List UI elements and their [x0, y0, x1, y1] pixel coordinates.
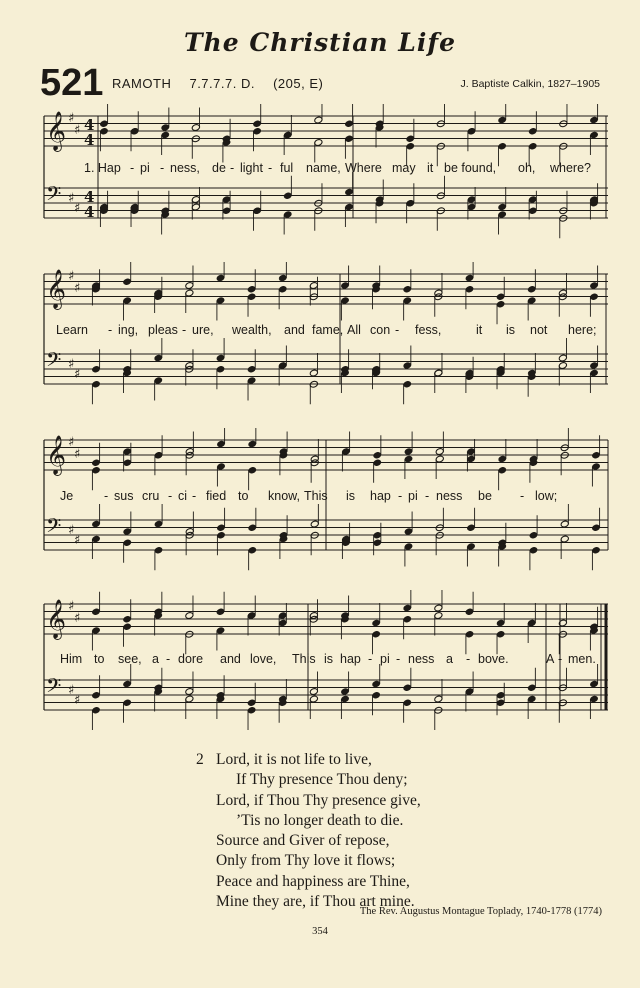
verse-line: Mine they are, if Thou art mine.: [216, 893, 415, 911]
verse-line: Lord, it is not life to live,: [216, 751, 372, 768]
bass-clef-icon: 𝄢: [46, 674, 62, 702]
lyric-syllable: -: [166, 652, 171, 666]
tune-reference: (205, E): [273, 76, 324, 91]
key-signature-icon: ♯: [68, 683, 75, 698]
lyric-syllable: low;: [535, 489, 558, 503]
page-number: 354: [312, 926, 328, 937]
key-signature-icon: ♯: [68, 435, 75, 450]
lyric-syllable: -: [425, 489, 430, 503]
key-signature-icon: ♯: [74, 611, 81, 626]
lyric-syllable: Him: [60, 652, 83, 666]
bass-staff: [44, 182, 608, 221]
verse-line: If Thy presence Thou deny;: [236, 771, 408, 789]
lyric-syllable: ness,: [170, 161, 200, 175]
bass-clef-icon: 𝄢: [46, 514, 62, 542]
time-signature-bottom: 4: [84, 131, 95, 149]
verse-line: Lord, if Thou Thy presence give,: [216, 791, 421, 809]
lyric-syllable: -: [160, 161, 165, 175]
lyric-syllable: love,: [250, 652, 277, 666]
lyric-syllable: -: [104, 489, 109, 503]
lyric-syllable: ci: [178, 489, 188, 503]
lyric-syllable: sus: [114, 489, 134, 503]
bass-clef-icon: 𝄢: [46, 182, 62, 210]
lyric-syllable: it: [427, 161, 434, 175]
time-signature-top: 4: [84, 116, 95, 134]
lyric-syllable: pleas: [148, 323, 178, 337]
verse-line: Source and Giver of repose,: [216, 832, 390, 850]
lyric-syllable: ure,: [192, 323, 214, 337]
lyric-syllable: de: [212, 161, 226, 175]
key-signature-icon: ♯: [74, 533, 81, 548]
lyric-syllable: ness: [436, 489, 463, 503]
lyric-syllable: -: [466, 652, 471, 666]
treble-clef-icon: 𝄞: [46, 111, 67, 151]
lyric-syllable: -: [230, 161, 235, 175]
key-signature-icon: ♯: [68, 523, 75, 538]
lyric-syllable: Learn: [56, 323, 88, 337]
lyric-syllable: and: [220, 652, 241, 666]
key-signature-icon: ♯: [68, 111, 75, 126]
lyric-syllable: is: [346, 489, 356, 503]
lyric-syllable: hap: [370, 489, 391, 503]
lyric-syllable: fame,: [312, 323, 344, 337]
lyric-syllable: ness: [408, 652, 435, 666]
lyric-syllable: oh,: [518, 161, 536, 175]
lyric-syllable: -: [520, 489, 525, 503]
lyric-syllable: -: [398, 489, 403, 503]
music-system-3: [40, 428, 612, 578]
bass-clef-icon: 𝄢: [46, 348, 62, 376]
treble-clef-icon: 𝄞: [46, 435, 67, 475]
treble-clef-icon: 𝄞: [46, 269, 67, 309]
time-signature-top: 4: [84, 188, 95, 206]
time-signature-bottom: 4: [84, 203, 95, 221]
lyric-syllable: This: [304, 489, 328, 503]
lyric-syllable: pi: [408, 489, 418, 503]
lyric-syllable: know,: [268, 489, 300, 503]
lyric-syllable: to: [94, 652, 105, 666]
lyric-syllable: A: [546, 652, 555, 666]
key-signature-icon: ♯: [74, 123, 81, 138]
lyric-syllable: -: [182, 323, 187, 337]
lyric-syllable: fess,: [415, 323, 442, 337]
lyric-syllable: light: [240, 161, 263, 175]
lyric-syllable: -: [168, 489, 173, 503]
lyric-syllable: a: [446, 652, 453, 666]
tune-info: [112, 76, 337, 91]
lyric-syllable: ing,: [118, 323, 139, 337]
verse-2: [196, 750, 421, 912]
verse-number: 2: [196, 751, 204, 768]
lyric-syllable: -: [268, 161, 273, 175]
key-signature-icon: ♯: [74, 693, 81, 708]
lyric-syllable: bove.: [478, 652, 509, 666]
lyric-syllable: name,: [306, 161, 341, 175]
lyric-syllable: -: [395, 323, 400, 337]
lyric-syllable: men.: [568, 652, 596, 666]
lyric-syllable: is: [506, 323, 516, 337]
lyric-syllable: pi: [140, 161, 150, 175]
lyric-syllable: here;: [568, 323, 597, 337]
treble-clef-icon: 𝄞: [46, 599, 67, 639]
lyric-syllable: where?: [550, 161, 591, 175]
lyric-syllable: be found,: [444, 161, 497, 175]
lyric-syllable: a: [152, 652, 159, 666]
lyric-syllable: it: [476, 323, 483, 337]
verse-line: ’Tis no longer death to die.: [236, 811, 404, 829]
lyric-syllable: hap: [340, 652, 361, 666]
lyric-syllable: dore: [178, 652, 204, 666]
lyric-syllable: 1. Hap: [84, 161, 121, 175]
tune-name: RAMOTH: [112, 76, 172, 91]
lyric-syllable: -: [396, 652, 401, 666]
lyric-syllable: wealth,: [232, 323, 272, 337]
hymn-number: 521: [40, 62, 104, 104]
lyric-syllable: con: [370, 323, 391, 337]
key-signature-icon: ♯: [74, 281, 81, 296]
lyric-syllable: All: [347, 323, 361, 337]
lyric-syllable: -: [130, 161, 135, 175]
lyric-syllable: to: [238, 489, 249, 503]
music-system-2: [40, 262, 612, 412]
lyric-syllable: This: [292, 652, 316, 666]
treble-staff: [44, 111, 608, 152]
lyric-syllable: be: [478, 489, 492, 503]
lyric-syllable: -: [108, 323, 113, 337]
author-credit: The Rev. Augustus Montague Toplady, 1740-1778 (1774): [359, 906, 602, 917]
verse-line: Only from Thy love it flows;: [216, 852, 396, 870]
key-signature-icon: ♯: [68, 599, 75, 614]
lyric-syllable: -: [368, 652, 373, 666]
lyric-syllable: may: [392, 161, 416, 175]
lyric-syllable: is: [324, 652, 334, 666]
lyric-syllable: Je: [60, 489, 74, 503]
key-signature-icon: ♯: [68, 191, 75, 206]
key-signature-icon: ♯: [68, 357, 75, 372]
lyric-syllable: see,: [118, 652, 142, 666]
key-signature-icon: ♯: [74, 447, 81, 462]
key-signature-icon: ♯: [68, 269, 75, 284]
verse-line: Peace and happiness are Thine,: [216, 872, 410, 890]
page-title: The Christian Life: [183, 28, 457, 57]
treble-staff: [44, 269, 608, 310]
lyric-syllable: not: [530, 323, 548, 337]
key-signature-icon: ♯: [74, 367, 81, 382]
lyric-syllable: -: [192, 489, 197, 503]
lyric-syllable: pi: [380, 652, 390, 666]
lyric-syllable: Where: [345, 161, 382, 175]
lyric-syllable: cru: [142, 489, 160, 503]
lyric-syllable: -: [558, 652, 563, 666]
lyric-syllable: fied: [206, 489, 227, 503]
lyric-syllable: ful: [280, 161, 294, 175]
key-signature-icon: ♯: [74, 201, 81, 216]
tune-meter: 7.7.7.7. D.: [189, 76, 255, 91]
lyric-syllable: and: [284, 323, 305, 337]
composer-credit: J. Baptiste Calkin, 1827–1905: [460, 78, 600, 90]
